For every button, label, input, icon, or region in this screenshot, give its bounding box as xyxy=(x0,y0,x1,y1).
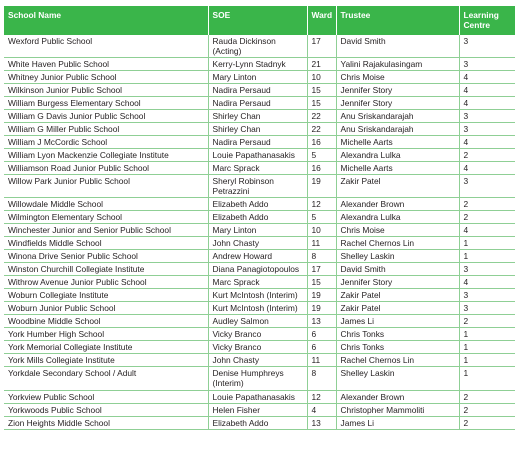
cell-school-name: Willow Park Junior Public School xyxy=(4,175,208,198)
table-row xyxy=(4,328,515,341)
cell-learning-centre: 2 xyxy=(459,391,515,404)
table-row xyxy=(4,302,515,315)
cell-school-name: Willowdale Middle School xyxy=(4,198,208,211)
cell-soe: Elizabeth Addo xyxy=(208,417,307,430)
cell-soe: Vicky Branco xyxy=(208,341,307,354)
cell-trustee: Chris Tonks xyxy=(336,341,459,354)
cell-soe: Rauda Dickinson (Acting) xyxy=(208,35,307,58)
cell-soe: Nadira Persaud xyxy=(208,136,307,149)
cell-school-name: William Burgess Elementary School xyxy=(4,97,208,110)
cell-ward: 5 xyxy=(307,149,336,162)
cell-learning-centre: 3 xyxy=(459,263,515,276)
cell-soe: Shirley Chan xyxy=(208,123,307,136)
table-row xyxy=(4,35,515,58)
cell-school-name: Winona Drive Senior Public School xyxy=(4,250,208,263)
cell-soe: Helen Fisher xyxy=(208,404,307,417)
cell-ward: 16 xyxy=(307,162,336,175)
cell-trustee: Jennifer Story xyxy=(336,276,459,289)
cell-school-name: William Lyon Mackenzie Collegiate Institute xyxy=(4,149,208,162)
school-table-container xyxy=(4,6,515,430)
table-row xyxy=(4,367,515,391)
cell-trustee: Alexander Brown xyxy=(336,391,459,404)
cell-learning-centre: 4 xyxy=(459,97,515,110)
cell-ward: 8 xyxy=(307,250,336,263)
header-learning-centre xyxy=(459,6,515,35)
cell-school-name: William J McCordic School xyxy=(4,136,208,149)
cell-trustee: Alexander Brown xyxy=(336,198,459,211)
cell-learning-centre: 2 xyxy=(459,417,515,430)
cell-trustee: Rachel Chernos Lin xyxy=(336,237,459,250)
cell-learning-centre: 3 xyxy=(459,175,515,198)
cell-soe: Audley Salmon xyxy=(208,315,307,328)
cell-ward: 15 xyxy=(307,97,336,110)
cell-ward: 12 xyxy=(307,391,336,404)
cell-soe: Elizabeth Addo xyxy=(208,198,307,211)
cell-school-name: Yorkwoods Public School xyxy=(4,404,208,417)
cell-school-name: William G Miller Public School xyxy=(4,123,208,136)
table-row xyxy=(4,417,515,430)
cell-school-name: Withrow Avenue Junior Public School xyxy=(4,276,208,289)
header-ward: Ward xyxy=(307,6,336,35)
cell-school-name: York Humber High School xyxy=(4,328,208,341)
cell-ward: 6 xyxy=(307,341,336,354)
table-row xyxy=(4,250,515,263)
header-school-name: School Name xyxy=(4,6,208,35)
cell-learning-centre: 4 xyxy=(459,136,515,149)
header-soe: SOE xyxy=(208,6,307,35)
cell-ward: 10 xyxy=(307,224,336,237)
cell-trustee: Chris Moise xyxy=(336,71,459,84)
cell-school-name: William G Davis Junior Public School xyxy=(4,110,208,123)
cell-school-name: Winchester Junior and Senior Public School xyxy=(4,224,208,237)
cell-learning-centre: 2 xyxy=(459,211,515,224)
cell-learning-centre: 2 xyxy=(459,198,515,211)
cell-soe: John Chasty xyxy=(208,354,307,367)
cell-school-name: York Mills Collegiate Institute xyxy=(4,354,208,367)
table-row xyxy=(4,136,515,149)
cell-learning-centre: 4 xyxy=(459,224,515,237)
cell-soe: Mary Linton xyxy=(208,71,307,84)
cell-ward: 17 xyxy=(307,263,336,276)
cell-soe: Marc Sprack xyxy=(208,276,307,289)
cell-school-name: Wilmington Elementary School xyxy=(4,211,208,224)
cell-ward: 8 xyxy=(307,367,336,391)
cell-trustee: Jennifer Story xyxy=(336,97,459,110)
cell-learning-centre: 4 xyxy=(459,71,515,84)
cell-soe: Mary Linton xyxy=(208,224,307,237)
cell-ward: 13 xyxy=(307,417,336,430)
cell-soe: Andrew Howard xyxy=(208,250,307,263)
cell-ward: 22 xyxy=(307,123,336,136)
table-row xyxy=(4,224,515,237)
cell-learning-centre: 3 xyxy=(459,289,515,302)
table-row xyxy=(4,123,515,136)
table-row xyxy=(4,391,515,404)
cell-ward: 16 xyxy=(307,136,336,149)
table-row xyxy=(4,198,515,211)
table-row xyxy=(4,211,515,224)
cell-learning-centre: 2 xyxy=(459,315,515,328)
cell-trustee: Alexandra Lulka xyxy=(336,211,459,224)
cell-school-name: Woburn Junior Public School xyxy=(4,302,208,315)
cell-ward: 17 xyxy=(307,35,336,58)
cell-school-name: Woodbine Middle School xyxy=(4,315,208,328)
cell-school-name: Wexford Public School xyxy=(4,35,208,58)
cell-trustee: Zakir Patel xyxy=(336,289,459,302)
cell-soe: Louie Papathanasakis xyxy=(208,149,307,162)
cell-ward: 12 xyxy=(307,198,336,211)
cell-school-name: Woburn Collegiate Institute xyxy=(4,289,208,302)
cell-trustee: James Li xyxy=(336,417,459,430)
cell-learning-centre: 1 xyxy=(459,367,515,391)
cell-ward: 5 xyxy=(307,211,336,224)
cell-trustee: Shelley Laskin xyxy=(336,367,459,391)
cell-school-name: Williamson Road Junior Public School xyxy=(4,162,208,175)
cell-soe: Sheryl Robinson Petrazzini xyxy=(208,175,307,198)
cell-school-name: Yorkview Public School xyxy=(4,391,208,404)
cell-school-name: White Haven Public School xyxy=(4,58,208,71)
cell-trustee: Alexandra Lulka xyxy=(336,149,459,162)
table-row xyxy=(4,149,515,162)
header-learning-centre-line1: Learning xyxy=(463,10,499,20)
cell-learning-centre: 1 xyxy=(459,328,515,341)
cell-school-name: Yorkdale Secondary School / Adult xyxy=(4,367,208,391)
cell-learning-centre: 3 xyxy=(459,302,515,315)
cell-school-name: Windfields Middle School xyxy=(4,237,208,250)
cell-school-name: York Memorial Collegiate Institute xyxy=(4,341,208,354)
cell-ward: 6 xyxy=(307,328,336,341)
cell-soe: Kerry-Lynn Stadnyk xyxy=(208,58,307,71)
cell-school-name: Winston Churchill Collegiate Institute xyxy=(4,263,208,276)
cell-soe: Denise Humphreys (Interim) xyxy=(208,367,307,391)
table-row xyxy=(4,175,515,198)
table-row xyxy=(4,404,515,417)
cell-ward: 13 xyxy=(307,315,336,328)
cell-soe: Shirley Chan xyxy=(208,110,307,123)
cell-soe: Marc Sprack xyxy=(208,162,307,175)
cell-trustee: Chris Moise xyxy=(336,224,459,237)
cell-trustee: Chris Tonks xyxy=(336,328,459,341)
table-row xyxy=(4,276,515,289)
cell-learning-centre: 1 xyxy=(459,354,515,367)
cell-trustee: Rachel Chernos Lin xyxy=(336,354,459,367)
cell-trustee: Shelley Laskin xyxy=(336,250,459,263)
cell-ward: 11 xyxy=(307,354,336,367)
table-body xyxy=(4,35,515,430)
cell-learning-centre: 2 xyxy=(459,149,515,162)
table-row xyxy=(4,58,515,71)
table-row xyxy=(4,341,515,354)
cell-learning-centre: 3 xyxy=(459,58,515,71)
cell-school-name: Wilkinson Junior Public School xyxy=(4,84,208,97)
school-table xyxy=(4,6,515,430)
table-row xyxy=(4,289,515,302)
cell-learning-centre: 4 xyxy=(459,162,515,175)
cell-trustee: Zakir Patel xyxy=(336,302,459,315)
cell-ward: 22 xyxy=(307,110,336,123)
cell-school-name: Zion Heights Middle School xyxy=(4,417,208,430)
cell-trustee: David Smith xyxy=(336,263,459,276)
header-learning-centre-line2: Centre xyxy=(463,20,491,30)
cell-trustee: Michelle Aarts xyxy=(336,136,459,149)
cell-learning-centre: 1 xyxy=(459,250,515,263)
cell-soe: Diana Panagiotopoulos xyxy=(208,263,307,276)
cell-soe: Vicky Branco xyxy=(208,328,307,341)
cell-ward: 10 xyxy=(307,71,336,84)
cell-trustee: Jennifer Story xyxy=(336,84,459,97)
table-row xyxy=(4,315,515,328)
table-row xyxy=(4,162,515,175)
cell-ward: 15 xyxy=(307,84,336,97)
cell-trustee: Anu Sriskandarajah xyxy=(336,110,459,123)
cell-soe: Elizabeth Addo xyxy=(208,211,307,224)
cell-ward: 15 xyxy=(307,276,336,289)
table-row xyxy=(4,354,515,367)
cell-trustee: Yalini Rajakulasingam xyxy=(336,58,459,71)
table-row xyxy=(4,97,515,110)
table-row xyxy=(4,237,515,250)
table-row xyxy=(4,110,515,123)
cell-learning-centre: 4 xyxy=(459,84,515,97)
cell-learning-centre: 2 xyxy=(459,404,515,417)
cell-soe: John Chasty xyxy=(208,237,307,250)
cell-ward: 19 xyxy=(307,302,336,315)
table-row xyxy=(4,263,515,276)
header-trustee: Trustee xyxy=(336,6,459,35)
cell-ward: 4 xyxy=(307,404,336,417)
cell-learning-centre: 3 xyxy=(459,35,515,58)
table-row xyxy=(4,71,515,84)
cell-ward: 11 xyxy=(307,237,336,250)
cell-ward: 21 xyxy=(307,58,336,71)
cell-trustee: Michelle Aarts xyxy=(336,162,459,175)
cell-learning-centre: 3 xyxy=(459,110,515,123)
cell-trustee: Zakir Patel xyxy=(336,175,459,198)
cell-learning-centre: 4 xyxy=(459,276,515,289)
cell-learning-centre: 1 xyxy=(459,237,515,250)
cell-soe: Kurt McIntosh (Interim) xyxy=(208,302,307,315)
cell-school-name: Whitney Junior Public School xyxy=(4,71,208,84)
cell-soe: Louie Papathanasakis xyxy=(208,391,307,404)
cell-ward: 19 xyxy=(307,289,336,302)
table-row xyxy=(4,84,515,97)
cell-ward: 19 xyxy=(307,175,336,198)
cell-trustee: Christopher Mammoliti xyxy=(336,404,459,417)
cell-soe: Nadira Persaud xyxy=(208,84,307,97)
cell-soe: Kurt McIntosh (Interim) xyxy=(208,289,307,302)
cell-learning-centre: 3 xyxy=(459,123,515,136)
cell-trustee: David Smith xyxy=(336,35,459,58)
cell-trustee: James Li xyxy=(336,315,459,328)
table-header xyxy=(4,6,515,35)
header-row xyxy=(4,6,515,35)
cell-learning-centre: 1 xyxy=(459,341,515,354)
cell-soe: Nadira Persaud xyxy=(208,97,307,110)
cell-trustee: Anu Sriskandarajah xyxy=(336,123,459,136)
